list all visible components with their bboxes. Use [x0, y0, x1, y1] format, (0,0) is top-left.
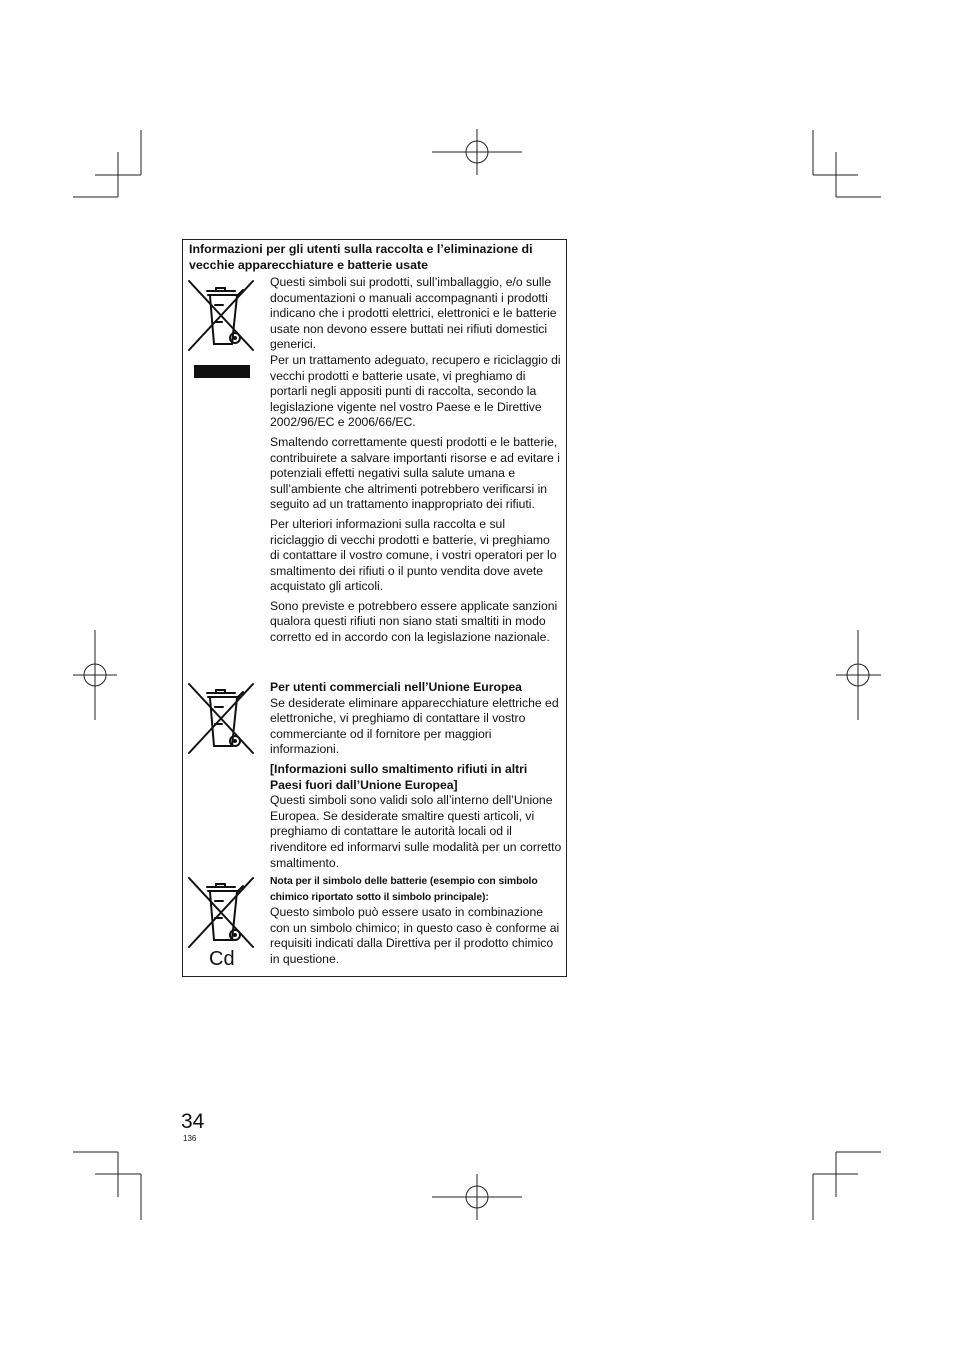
heading-battery-note: Nota per il simbolo delle batterie (esempio con simbolo chimico riportato sotto il simbolo principale): [270, 876, 538, 903]
block-2 [270, 680, 562, 871]
block-1 [270, 275, 562, 646]
paragraph-benefits: Smaltendo correttamente questi prodotti e le batterie, contribuirete a salvare importanti risorse e ad evitare i potenziali effetti negativi sulla salute umana e sull’ambiente che altrimenti potrebbero verificarsi in seguito ad un trattamento inappropriato dei rifiuti. [270, 434, 560, 512]
section-title: Informazioni per gli utenti sulla raccolta e l’eliminazione di vecchie apparecchiature e batterie usate [189, 242, 533, 272]
weee-info-box [182, 239, 567, 977]
page-number: 34 [181, 1110, 205, 1133]
paragraph-outside-eu: Questi simboli sono validi solo all’interno dell’Unione Europea. Se desiderate smaltire questi articoli, vi preghiamo di contattare le autorità locali od il rivenditore ed informarvi sulle modalità per un corretto smaltimento. [270, 793, 562, 870]
chemical-symbol: Cd [209, 948, 235, 970]
page-sub-number: 136 [183, 1134, 197, 1143]
block-3 [270, 874, 562, 968]
crossed-out-wheelie-bin-icon [187, 877, 257, 949]
heading-outside-eu: [Informazioni sullo smaltimento rifiuti in altri Paesi fuori dall’Unione Europea] [270, 761, 528, 792]
paragraph-commercial: Se desiderate eliminare apparecchiature elettriche ed elettroniche, vi preghiamo di contattare il vostro commerciante od il fornitore per maggiori informazioni. [270, 695, 559, 757]
paragraph-symbols-meaning: Questi simboli sui prodotti, sull’imballaggio, e/o sulle documentazioni o manuali accompagnanti i prodotti indicano che i prodotti elettrici, elettronici e le batterie usate non devono essere buttati nei rifiuti domestici generici. [270, 275, 557, 352]
paragraph-further-info: Per ulteriori informazioni sulla raccolta e sul riciclaggio di vecchi prodotti e batterie, vi preghiamo di contattare il vostro comune, i vostri operatori per lo smaltimento dei rifiuti o il punto vendita dove avete acquistato gli articoli. [270, 516, 557, 594]
paragraph-battery-note: Questo simbolo può essere usato in combinazione con un simbolo chimico; in questo caso è conforme ai requisiti indicati dalla Direttiva per il prodotto chimico in questione. [270, 905, 560, 966]
paragraph-treatment: Per un trattamento adeguato, recupero e riciclaggio di vecchi prodotti e batterie usate, vi preghiamo di portarli negli appositi punti di raccolta, secondo la legislazione vigente nel vostro Paese e le Direttive 2002/96/EC e 2006/66/EC. [270, 352, 561, 430]
crossed-out-wheelie-bin-icon [187, 683, 257, 759]
crossed-out-wheelie-bin-icon [187, 278, 257, 382]
heading-commercial-users: Per utenti commerciali nell’Unione Europea [270, 680, 522, 694]
paragraph-sanctions: Sono previste e potrebbero essere applicate sanzioni qualora questi rifiuti non siano stati smaltiti in modo corretto ed in accordo con la legislazione nazionale. [270, 598, 558, 645]
